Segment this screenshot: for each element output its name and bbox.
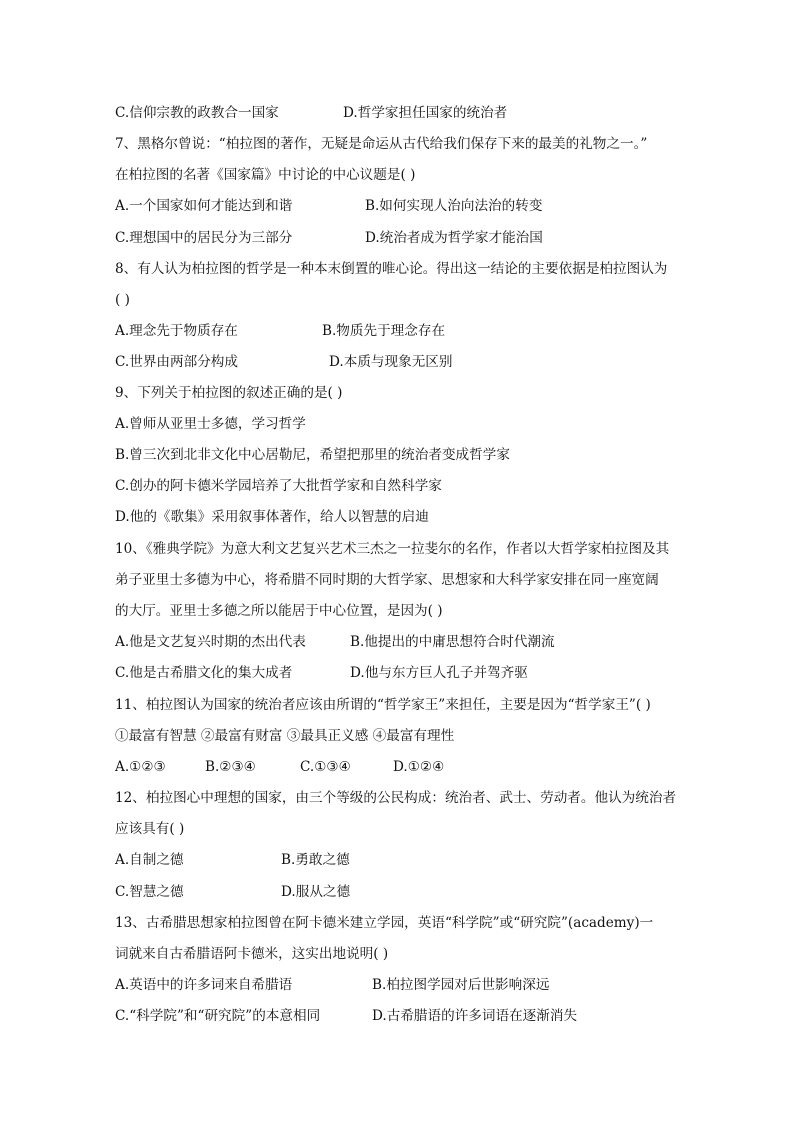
- q10-option-a: A.他是文艺复兴时期的杰出代表: [115, 634, 306, 650]
- q11-items: ①最富有智慧 ②最富有财富 ③最具正义感 ④最富有理性: [115, 728, 455, 744]
- q12-option-b: B.勇敢之德: [281, 852, 350, 868]
- q11-stem: 11、柏拉图认为国家的统治者应该由所谓的“哲学家王”来担任，主要是因为“哲学家王”( ): [115, 697, 651, 713]
- q10-stem-line1: 10、《雅典学院》为意大利文艺复兴艺术三杰之一拉斐尔的名作，作者以大哲学家柏拉图及其: [115, 541, 670, 557]
- q9-option-c: C.创办的阿卡德米学园培养了大批哲学家和自然科学家: [115, 478, 442, 494]
- q12-option-d: D.服从之德: [281, 884, 351, 900]
- q13-stem-line2: 词就来自古希腊语阿卡德米，这实出地说明( ): [115, 946, 389, 962]
- q7-option-d: D.统治者成为哲学家才能治国: [365, 230, 543, 246]
- q10-option-c: C.他是古希腊文化的集大成者: [115, 665, 293, 681]
- q13-option-c: C.“科学院”和“研究院”的本意相同: [115, 1008, 321, 1024]
- q11-option-c: C.①③④: [300, 759, 351, 775]
- q12-stem-line1: 12、柏拉图心中理想的国家，由三个等级的公民构成：统治者、武士、劳动者。他认为统治者: [115, 790, 677, 806]
- q8-option-c: C.世界由两部分构成: [115, 354, 238, 370]
- q12-option-a: A.自制之德: [115, 852, 184, 868]
- q9-option-a: A.曾师从亚里士多德，学习哲学: [115, 416, 306, 432]
- q6-option-c: C.信仰宗教的政教合一国家: [115, 105, 279, 121]
- q10-option-b: B.他提出的中庸思想符合时代潮流: [350, 634, 555, 650]
- q8-option-b: B.物质先于理念存在: [322, 323, 446, 339]
- q11-option-d: D.①②④: [393, 759, 445, 775]
- q13-option-a: A.英语中的许多词来自希腊语: [115, 977, 293, 993]
- q7-stem-line2: 在柏拉图的名著《国家篇》中讨论的中心议题是( ): [115, 167, 416, 183]
- q8-stem-line1: 8、有人认为柏拉图的哲学是一种本末倒置的唯心论。得出这一结论的主要依据是柏拉图认为: [115, 261, 668, 277]
- q8-option-d: D.本质与现象无区别: [329, 354, 453, 370]
- q12-stem-line2: 应该具有( ): [115, 821, 185, 837]
- q6-option-d: D.哲学家担任国家的统治者: [343, 105, 508, 121]
- q7-option-b: B.如何实现人治向法治的转变: [365, 198, 543, 214]
- q7-option-c: C.理想国中的居民分为三部分: [115, 230, 293, 246]
- q7-stem-line1: 7、黑格尔曾说：“柏拉图的著作，无疑是命运从古代给我们保存下来的最美的礼物之一。”: [115, 136, 648, 152]
- q13-option-b: B.柏拉图学园对后世影响深远: [372, 977, 550, 993]
- q10-option-d: D.他与东方巨人孔子并驾齐驱: [350, 665, 528, 681]
- q10-stem-line3: 的大厅。亚里士多德之所以能居于中心位置，是因为( ): [115, 603, 443, 619]
- q8-stem-line2: ( ): [115, 292, 130, 308]
- q9-option-d: D.他的《歌集》采用叙事体著作，给人以智慧的启迪: [115, 509, 429, 525]
- q11-option-a: A.①②③: [115, 759, 166, 775]
- q12-option-c: C.智慧之德: [115, 884, 184, 900]
- q8-option-a: A.理念先于物质存在: [115, 323, 238, 339]
- q9-option-b: B.曾三次到北非文化中心居勒尼，希望把那里的统治者变成哲学家: [115, 447, 510, 463]
- q7-option-a: A.一个国家如何才能达到和谐: [115, 198, 293, 214]
- q13-stem-line1: 13、古希腊思想家柏拉图曾在阿卡德米建立学园，英语“科学院”或“研究院”(academy)一: [115, 915, 654, 931]
- q10-stem-line2: 弟子亚里士多德为中心，将希腊不同时期的大哲学家、思想家和大科学家安排在同一座宽阔: [115, 572, 659, 588]
- q9-stem: 9、下列关于柏拉图的叙述正确的是( ): [115, 385, 343, 401]
- q13-option-d: D.古希腊语的许多词语在逐渐消失: [372, 1008, 578, 1024]
- q11-option-b: B.②③④: [205, 759, 256, 775]
